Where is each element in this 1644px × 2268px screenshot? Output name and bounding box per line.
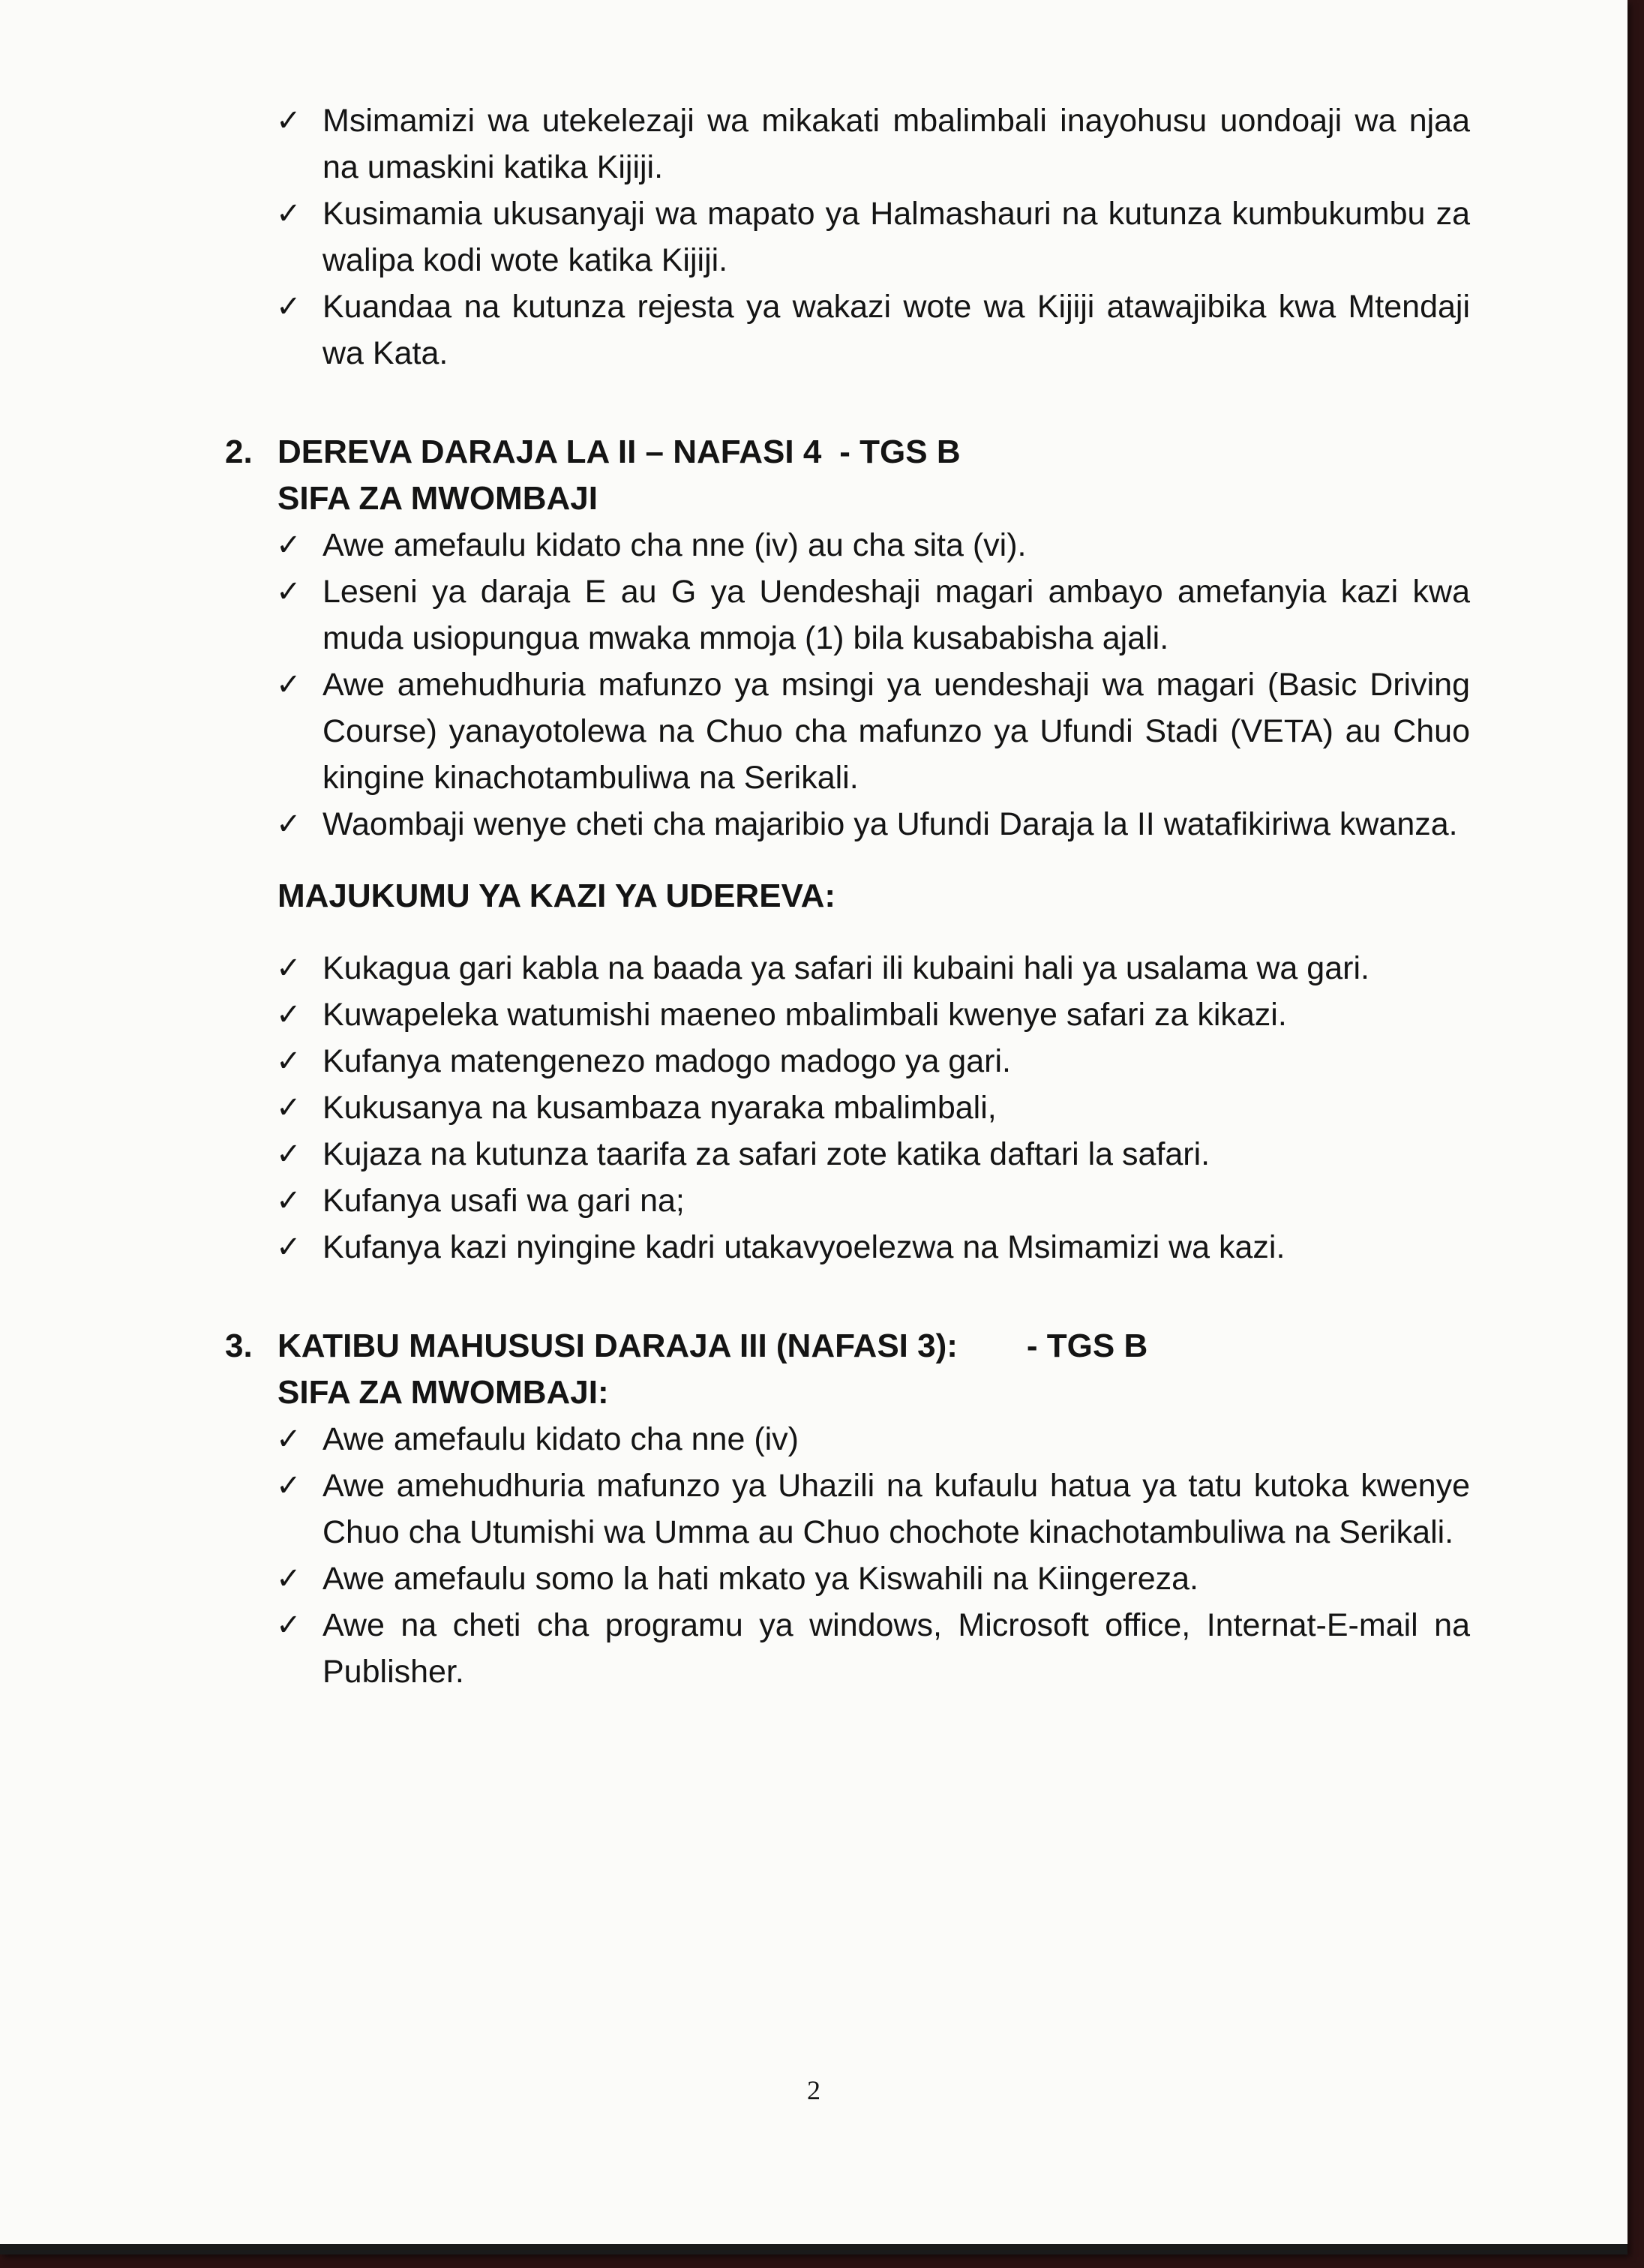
page-content (225, 98, 1470, 1748)
requirements-list (225, 522, 1470, 848)
check-icon: ✓ (276, 1184, 302, 1218)
list-item: ✓ Kujaza na kutunza taarifa za safari zote katika daftari la safari. (225, 1131, 1470, 1178)
scan-edge (0, 2244, 1628, 2254)
check-icon: ✓ (276, 1608, 302, 1642)
list-item: ✓ Awe na cheti cha programu ya windows, Microsoft office, Internat-E-mail na Publisher. (225, 1602, 1470, 1695)
list-item: ✓ Awe amefaulu kidato cha nne (iv) au cha sita (vi). (225, 522, 1470, 568)
duties-title: MAJUKUMU YA KAZI YA UDEREVA: (278, 878, 836, 914)
grade-tag: - TGS B (1026, 1328, 1148, 1364)
check-icon: ✓ (276, 290, 302, 324)
section-heading (225, 1323, 1470, 1370)
list-item: ✓ Kufanya matengenezo madogo madogo ya gari. (225, 1038, 1470, 1084)
section-heading (225, 429, 1470, 476)
duties-list (225, 945, 1470, 1270)
requirements-title: SIFA ZA MWOMBAJI (278, 480, 598, 517)
list-item: ✓ Kuandaa na kutunza rejesta ya wakazi wote wa Kijiji atawajibika kwa Mtendaji wa Kata. (225, 284, 1470, 376)
list-item: ✓ Leseni ya daraja E au G ya Uendeshaji magari ambayo amefanyia kazi kwa muda usiopungua mwaka mmoja (1) bila kusababisha ajali. (225, 568, 1470, 662)
page-number: 2 (807, 2075, 820, 2105)
check-icon: ✓ (276, 1044, 302, 1078)
check-icon: ✓ (276, 528, 302, 562)
check-icon: ✓ (276, 574, 302, 609)
list-item: ✓ Kufanya usafi wa gari na; (225, 1178, 1470, 1224)
requirements-title: SIFA ZA MWOMBAJI: (278, 1374, 609, 1411)
check-icon: ✓ (276, 1422, 302, 1456)
list-item: ✓ Kukusanya na kusambaza nyaraka mbalimbali, (225, 1084, 1470, 1131)
list-item: ✓ Msimamizi wa utekelezaji wa mikakati mbalimbali inayohusu uondoaji wa njaa na umaskini katika Kijiji. (225, 98, 1470, 190)
list-item: ✓ Kukagua gari kabla na baada ya safari ili kubaini hali ya usalama wa gari. (225, 945, 1470, 992)
check-icon: ✓ (276, 196, 302, 231)
requirements-list (225, 1416, 1470, 1695)
check-icon: ✓ (276, 1468, 302, 1503)
check-icon: ✓ (276, 104, 302, 138)
continued-duties (225, 98, 1470, 376)
section-3 (225, 1323, 1470, 1695)
section-number: 2. (225, 434, 253, 470)
check-icon: ✓ (276, 1137, 302, 1172)
check-icon: ✓ (276, 1230, 302, 1264)
check-icon: ✓ (276, 1090, 302, 1125)
list-item: ✓ Awe amefaulu kidato cha nne (iv) (225, 1416, 1470, 1462)
list-item: ✓ Kufanya kazi nyingine kadri utakavyoelezwa na Msimamizi wa kazi. (225, 1224, 1470, 1270)
list-item: ✓ Kuwapeleka watumishi maeneo mbalimbali kwenye safari za kikazi. (225, 992, 1470, 1038)
grade-tag: - TGS B (839, 434, 961, 470)
check-icon: ✓ (276, 807, 302, 842)
check-icon: ✓ (276, 998, 302, 1032)
list-item: ✓ Awe amehudhuria mafunzo ya Uhazili na kufaulu hatua ya tatu kutoka kwenye Chuo cha Utumishi wa Umma au Chuo chochote kinachotambuliwa na Serikali. (225, 1462, 1470, 1556)
section-number: 3. (225, 1328, 253, 1364)
check-icon: ✓ (276, 1562, 302, 1596)
top-list (225, 98, 1470, 376)
section-title: DEREVA DARAJA LA II – NAFASI 4 (278, 434, 822, 470)
list-item: ✓ Waombaji wenye cheti cha majaribio ya Ufundi Daraja la II watafikiriwa kwanza. (225, 801, 1470, 848)
section-title: KATIBU MAHUSUSI DARAJA III (NAFASI 3): (278, 1328, 958, 1364)
list-item: ✓ Awe amefaulu somo la hati mkato ya Kiswahili na Kiingereza. (225, 1556, 1470, 1602)
check-icon: ✓ (276, 668, 302, 702)
check-icon: ✓ (276, 951, 302, 986)
list-item: ✓ Kusimamia ukusanyaji wa mapato ya Halmashauri na kutunza kumbukumbu za walipa kodi wote katika Kijiji. (225, 190, 1470, 284)
list-item: ✓ Awe amehudhuria mafunzo ya msingi ya uendeshaji wa magari (Basic Driving Course) yanayotolewa na Chuo cha mafunzo ya Ufundi Stadi (VETA) au Chuo kingine kinachotambuliwa na Serikali. (225, 662, 1470, 801)
section-2 (225, 429, 1470, 1270)
